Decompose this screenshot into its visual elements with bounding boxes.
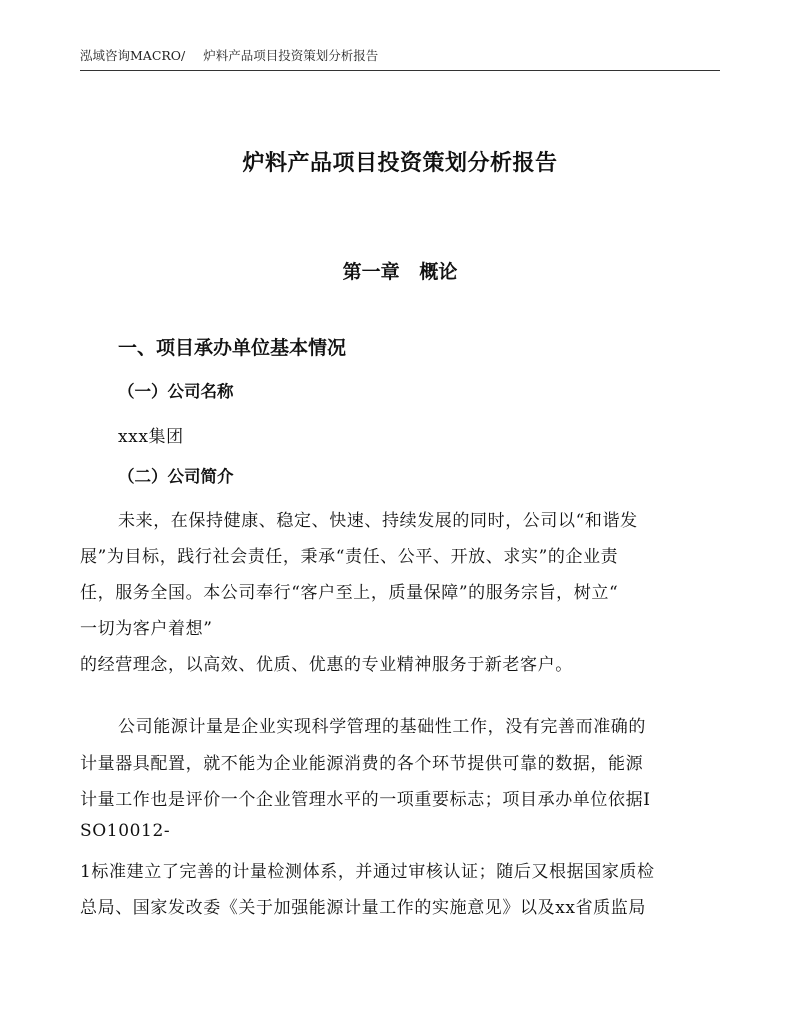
section-heading: 一、项目承办单位基本情况 (118, 337, 347, 359)
paragraph-line: 展”为目标，践行社会责任，秉承“责任、公平、开放、求实”的企业责 (80, 547, 619, 567)
paragraph-line: SO10012- (80, 821, 171, 841)
paragraph-line: 公司能源计量是企业实现科学管理的基础性工作，没有完善而准确的 (118, 717, 646, 737)
paragraph-line: 任，服务全国。本公司奉行“客户至上，质量保障”的服务宗旨，树立“ (80, 583, 619, 603)
chapter-heading: 第一章 概论 (342, 261, 458, 283)
header-rule (80, 70, 720, 71)
company-name-text: xxx集团 (118, 427, 184, 447)
subsection-heading-company-name: （一）公司名称 (118, 382, 234, 401)
paragraph-line: 计量器具配置，就不能为企业能源消费的各个环节提供可靠的数据，能源 (80, 754, 644, 774)
paragraph-line: 1标准建立了完善的计量检测体系，并通过审核认证；随后又根据国家质检 (80, 862, 655, 882)
header-right: 炉料产品项目投资策划分析报告 (203, 48, 379, 63)
paragraph-line: 总局、国家发改委《关于加强能源计量工作的实施意见》以及xx省质监局 (80, 898, 646, 918)
running-header (80, 46, 720, 64)
document-title: 炉料产品项目投资策划分析报告 (242, 151, 558, 176)
header-left: 泓域咨询MACRO/ (80, 48, 186, 63)
paragraph-line: 一切为客户着想” (80, 619, 213, 639)
paragraph-line: 的经营理念，以高效、优质、优惠的专业精神服务于新老客户。 (80, 655, 573, 675)
subsection-heading-company-profile: （二）公司简介 (118, 467, 234, 486)
paragraph-line: 未来，在保持健康、稳定、快速、持续发展的同时，公司以“和谐发 (118, 511, 638, 531)
paragraph-line: 计量工作也是评价一个企业管理水平的一项重要标志；项目承办单位依据I (80, 790, 651, 810)
